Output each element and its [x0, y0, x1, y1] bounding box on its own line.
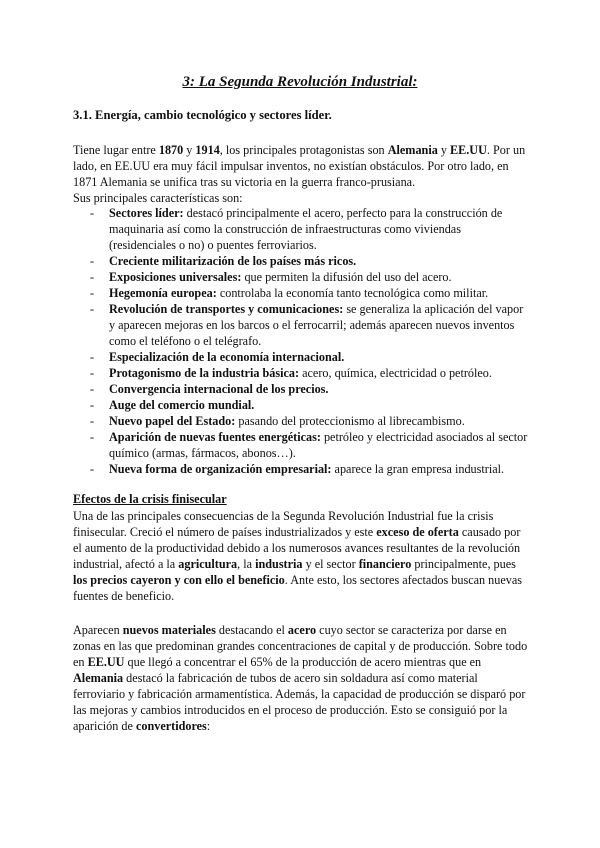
list-item-bold: Nueva forma de organización empresarial: [109, 462, 332, 476]
paragraph-text: que llegó a concentrar el 65% de la producción de acero mientras que en [124, 655, 482, 669]
intro-year-start: 1870 [158, 143, 184, 157]
intro-paragraph [73, 142, 529, 206]
intro-text: Tiene lugar entre [73, 143, 159, 157]
list-item [73, 301, 529, 349]
list-item-text: petróleo y electricidad asociados al sector químico (armas, fármacos, abonos…). [109, 430, 528, 460]
paragraph-text: principalmente, pues [411, 557, 516, 571]
list-item-bold: Especialización de la economía internacional. [109, 350, 345, 364]
list-item-bold: Hegemonía europea: [109, 286, 217, 300]
list-item [73, 285, 529, 301]
list-intro: Sus principales características son: [73, 191, 243, 205]
list-item [73, 349, 529, 365]
paragraph-bold: agricultura [178, 557, 238, 571]
list-item-bold: Auge del comercio mundial. [109, 398, 255, 412]
paragraph-text: cuyo sector se caracteriza por darse en zonas en las que predominan grandes concentraciones de capital y de producción. Sobre todo en [73, 623, 528, 669]
section-heading: 3.1. Energía, cambio tecnológico y sectores líder. [73, 108, 332, 122]
paragraph-bold: EE.UU [87, 655, 125, 669]
characteristics-list [73, 205, 529, 477]
intro-text: y [437, 143, 450, 157]
list-item-text: que permiten la difusión del uso del acero. [241, 270, 452, 284]
list-item-text: controlaba la economía tanto tecnológica como militar. [216, 286, 489, 300]
list-item [73, 413, 529, 429]
effects-paragraph-1 [73, 508, 529, 604]
paragraph-bold: los precios cayeron y con ello el beneficio [73, 573, 285, 587]
list-item-bold: Sectores líder: [109, 206, 184, 220]
list-item-bold: Protagonismo de la industria básica: [109, 366, 300, 380]
page-title: 3: La Segunda Revolución Industrial: [182, 74, 418, 90]
paragraph-bold: financiero [358, 557, 412, 571]
list-item-bold: Revolución de transportes y comunicaciones: [109, 302, 344, 316]
paragraph-bold: convertidores [135, 719, 207, 733]
list-item-text: destacó principalmente el acero, perfecto para la construcción de maquinaria así como la construcción de infraestructuras como viviendas (residenciales o no) o puentes ferroviarios. [109, 206, 503, 252]
list-item-text: acero, química, electricidad o petróleo. [299, 366, 492, 380]
list-item [73, 365, 529, 381]
paragraph-text: Una de las principales consecuencias de la Segunda Revolución Industrial fue la crisis finisecular. Creció el número de países industrializados y este [73, 509, 494, 539]
paragraph-text: causado por el aumento de la productividad debido a los numerosos avances resultantes de la revolución industrial, afectó a la [73, 525, 521, 571]
intro-country-germany: Alemania [387, 143, 438, 157]
paragraph-bold: industria [255, 557, 303, 571]
list-item-bold: Convergencia internacional de los precios. [109, 382, 329, 396]
effects-paragraph-2 [73, 622, 529, 734]
intro-text: . Por un lado, en EE.UU era muy fácil impulsar inventos, no existían obstáculos. Por otro lado, en 1871 Alemania se unifica tras su victoria en la guerra franco-prusiana. [73, 143, 526, 189]
list-item-text: pasando del proteccionismo al librecambismo. [235, 414, 465, 428]
list-item-bold: Aparición de nuevas fuentes energéticas: [109, 430, 321, 444]
intro-country-usa: EE.UU [450, 143, 487, 157]
list-item [73, 381, 529, 397]
paragraph-text: Aparecen [73, 623, 123, 637]
list-item-text: aparece la gran empresa industrial. [331, 462, 505, 476]
list-item-bold: Nuevo papel del Estado: [109, 414, 236, 428]
list-item-bold: Creciente militarización de los países más ricos. [109, 254, 357, 268]
paragraph-text: , la [237, 557, 256, 571]
paragraph-text: destacó la fabricación de tubos de acero sin soldadura así como material ferroviario y fabricación armamentística. Además, la capacidad de producción se disparó por las mejoras y cambios introducidos en el proceso de producción. Esto se consiguió por la aparición de [73, 671, 526, 733]
paragraph-bold: nuevos materiales [122, 623, 216, 637]
paragraph-bold: Alemania [73, 671, 124, 685]
list-item [73, 205, 529, 253]
paragraph-text: : [206, 719, 211, 733]
paragraph-bold: acero [287, 623, 317, 637]
intro-text: y [183, 143, 196, 157]
list-item-bold: Exposiciones universales: [109, 270, 242, 284]
effects-heading: Efectos de la crisis finisecular [73, 492, 227, 506]
list-item [73, 397, 529, 413]
intro-text: , los principales protagonistas son [219, 143, 388, 157]
list-item-text: se generaliza la aplicación del vapor y aparecen mejoras en los barcos o el ferrocarril; además aparecen nuevos inventos como el teléfono o el telégrafo. [109, 302, 524, 348]
intro-year-end: 1914 [195, 143, 220, 157]
paragraph-bold: exceso de oferta [376, 525, 459, 539]
list-item [73, 269, 529, 285]
list-item [73, 461, 529, 477]
paragraph-text: y el sector [302, 557, 359, 571]
paragraph-text: destacando el [215, 623, 288, 637]
paragraph-text: . Ante esto, los sectores afectados buscan nuevas fuentes de beneficio. [73, 573, 523, 603]
list-item [73, 253, 529, 269]
list-item [73, 429, 529, 461]
